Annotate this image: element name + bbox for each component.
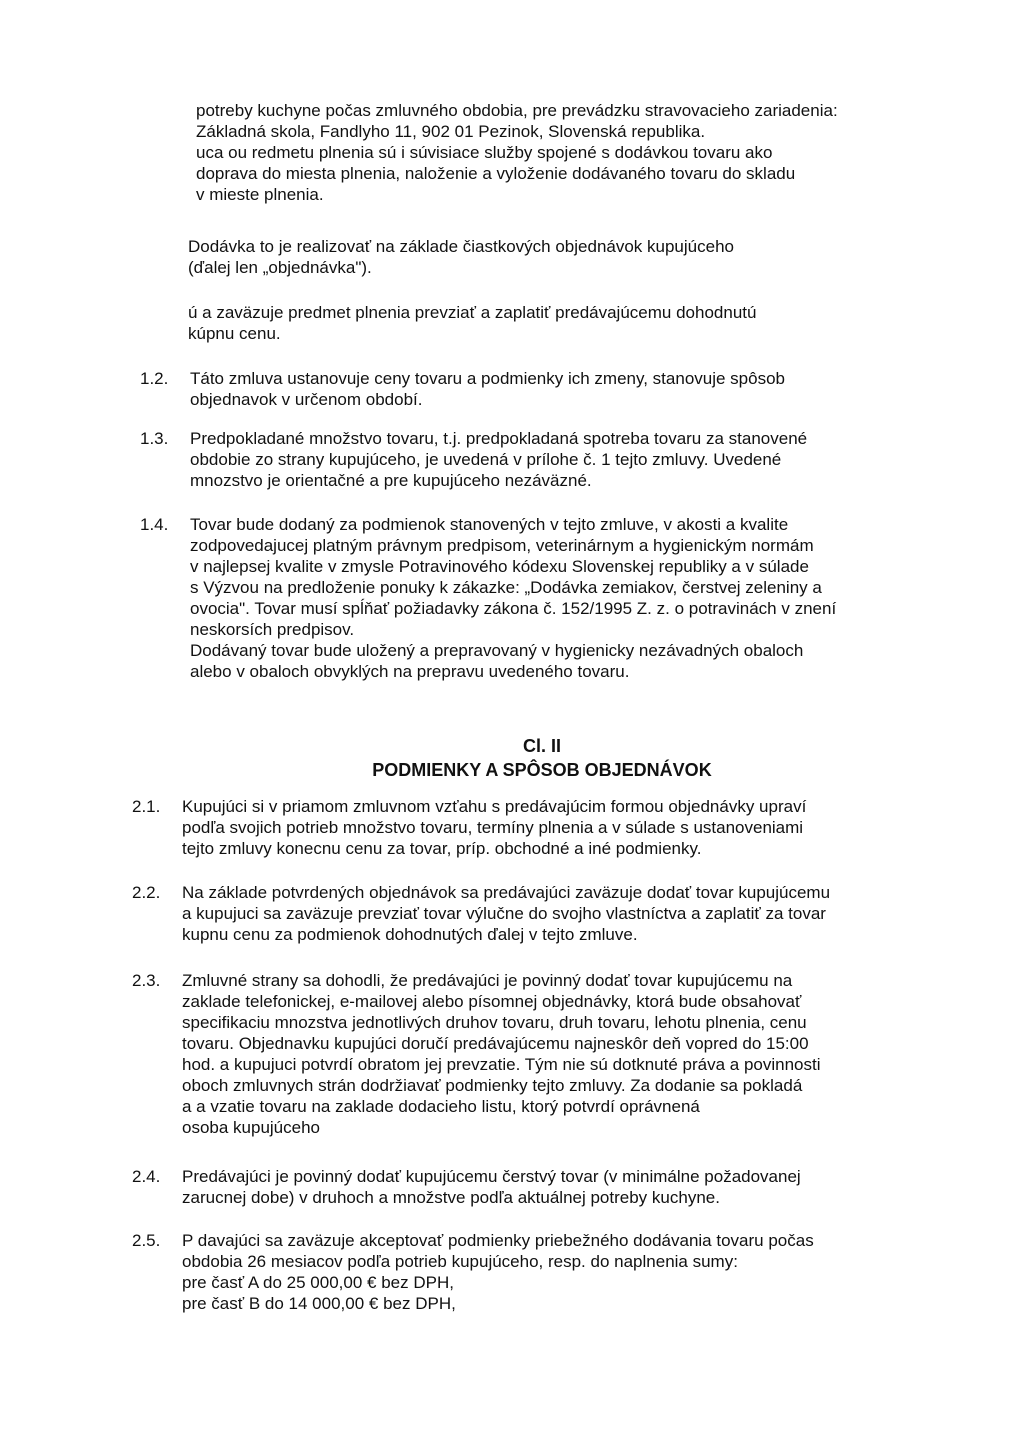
text-line: specifikaciu mnozstva jednotlivých druhov tovaru, druh tovaru, lehotu plnenia, cenu <box>182 1013 807 1032</box>
clause-number: 1.3. <box>140 429 169 448</box>
text-line: v mieste plnenia. <box>196 185 324 204</box>
clause-number: 2.5. <box>132 1231 161 1250</box>
text-line: obdobia 26 mesiacov podľa potrieb kupujúceho, resp. do naplnenia sumy: <box>182 1252 738 1271</box>
text-line: Dodávka to je realizovať na základe čiastkových objednávok kupujúceho <box>188 237 734 256</box>
text-line: a a vzatie tovaru na zaklade dodacieho listu, ktorý potvrdí oprávnená <box>182 1097 700 1116</box>
intro-paragraph-3 <box>188 302 926 344</box>
text-line: Predávajúci je povinný dodať kupujúcemu čerstvý tovar (v minimálne požadovanej <box>182 1167 801 1186</box>
text-line: Na základe potvrdených objednávok sa predávajúci zaväzuje dodať tovar kupujúcemu <box>182 883 831 902</box>
clause-text <box>182 1230 927 1314</box>
article-label: Cl. II <box>522 736 561 756</box>
clause-number: 2.3. <box>132 971 161 990</box>
text-line: (ďalej len „objednávka"). <box>188 258 372 277</box>
text-line: ovocia". Tovar musí spĺňať požiadavky zákona č. 152/1995 Z. z. o potravinách v znení <box>190 599 837 618</box>
intro-paragraph-2 <box>188 236 926 278</box>
text-line: tejto zmluvy konecnu cenu za tovar, príp. obchodné a iné podmienky. <box>182 839 702 858</box>
text-line: Dodávaný tovar bude uložený a prepravovaný v hygienicky nezávadných obaloch <box>190 641 804 660</box>
clause-1-2 <box>140 368 930 418</box>
text-line: hod. a kupujuci potvrdí obratom jej prevzatie. Tým nie sú dotknuté práva a povinnosti <box>182 1055 821 1074</box>
article-title: PODMIENKY A SPÔSOB OBJEDNÁVOK <box>372 760 712 780</box>
clause-1-4 <box>140 514 930 694</box>
text-line: obdobie zo strany kupujúceho, je uvedená v prílohe č. 1 tejto zmluvy. Uvedené <box>190 450 782 469</box>
text-line: podľa svojich potrieb množstvo tovaru, termíny plnenia a v súlade s ustanoveniami <box>182 818 804 837</box>
text-line: zarucnej dobe) v druhoch a množstve podľa aktuálnej potreby kuchyne. <box>182 1188 720 1207</box>
text-line: ú a zaväzuje predmet plnenia prevziať a zaplatiť predávajúcemu dohodnutú <box>188 303 757 322</box>
clause-number: 1.2. <box>140 369 169 388</box>
clause-2-3 <box>132 970 930 1150</box>
clause-text <box>182 1166 927 1208</box>
clause-text <box>190 514 925 682</box>
clause-1-3 <box>140 428 930 498</box>
clause-text <box>190 428 925 491</box>
text-line: osoba kupujúceho <box>182 1118 321 1137</box>
clause-number: 2.4. <box>132 1167 161 1186</box>
text-line: doprava do miesta plnenia, naloženie a vyloženie dodávaného tovaru do skladu <box>196 164 796 183</box>
text-line: pre časť A do 25 000,00 € bez DPH, <box>182 1273 454 1292</box>
clause-2-5 <box>132 1230 930 1330</box>
text-line: potreby kuchyne počas zmluvného obdobia, pre prevádzku stravovacieho zariadenia: <box>196 101 838 120</box>
text-line: Predpokladané množstvo tovaru, t.j. predpokladaná spotreba tovaru za stanovené <box>190 429 808 448</box>
text-line: a kupujuci sa zaväzuje prevziať tovar výlučne do svojho vlastníctva a zaplatiť za tovar <box>182 904 826 923</box>
text-line: P davajúci sa zaväzuje akceptovať podmienky priebežného dodávania tovaru počas <box>182 1231 814 1250</box>
text-line: Kupujúci si v priamom zmluvnom vzťahu s predávajúcim formou objednávky upraví <box>182 797 807 816</box>
clause-2-4 <box>132 1166 930 1216</box>
clause-text <box>182 882 927 945</box>
text-line: neskorsích predpisov. <box>190 620 355 639</box>
clause-text <box>182 796 927 859</box>
text-line: mnozstvo je orientačné a pre kupujúceho nezáväzné. <box>190 471 592 490</box>
clause-number: 2.2. <box>132 883 161 902</box>
clause-number: 1.4. <box>140 515 169 534</box>
clause-text <box>182 970 927 1138</box>
text-line: oboch zmluvnych strán dodržiavať podmienky tejto zmluvy. Za dodanie sa pokladá <box>182 1076 803 1095</box>
text-line: kúpnu cenu. <box>188 324 281 343</box>
text-line: tovaru. Objednavku kupujúci doručí predávajúcemu najneskôr deň vopred do 15:00 <box>182 1034 809 1053</box>
text-line: v najlepsej kvalite v zmysle Potravinového kódexu Slovenskej republiky a v súlade <box>190 557 809 576</box>
text-line: s Výzvou na predloženie ponuky k zákazke: „Dodávka zemiakov, čerstvej zeleniny a <box>190 578 822 597</box>
text-line: zodpovedajucej platným právnym predpisom, veterinárnym a hygienickým normám <box>190 536 814 555</box>
text-line: Základná skola, Fandlyho 11, 902 01 Pezinok, Slovenská republika. <box>196 122 706 141</box>
intro-paragraph-1 <box>196 100 926 205</box>
text-line: pre časť B do 14 000,00 € bez DPH, <box>182 1294 456 1313</box>
text-line: Zmluvné strany sa dohodli, že predávajúci je povinný dodať tovar kupujúcemu na <box>182 971 793 990</box>
text-line: Táto zmluva ustanovuje ceny tovaru a podmienky ich zmeny, stanovuje spôsob <box>190 369 785 388</box>
clause-2-2 <box>132 882 930 952</box>
text-line: objednavok v určenom období. <box>190 390 423 409</box>
text-line: Tovar bude dodaný za podmienok stanovených v tejto zmluve, v akosti a kvalite <box>190 515 789 534</box>
text-line: zaklade telefonickej, e-mailovej alebo písomnej objednávky, ktorá bude obsahovať <box>182 992 802 1011</box>
clause-number: 2.1. <box>132 797 161 816</box>
clause-text <box>190 368 925 410</box>
text-line: uca ou redmetu plnenia sú i súvisiace služby spojené s dodávkou tovaru ako <box>196 143 773 162</box>
text-line: alebo v obaloch obvyklých na prepravu uvedeného tovaru. <box>190 662 630 681</box>
text-line: kupnu cenu za podmienok dohodnutých ďalej v tejto zmluve. <box>182 925 638 944</box>
clause-2-1 <box>132 796 930 866</box>
